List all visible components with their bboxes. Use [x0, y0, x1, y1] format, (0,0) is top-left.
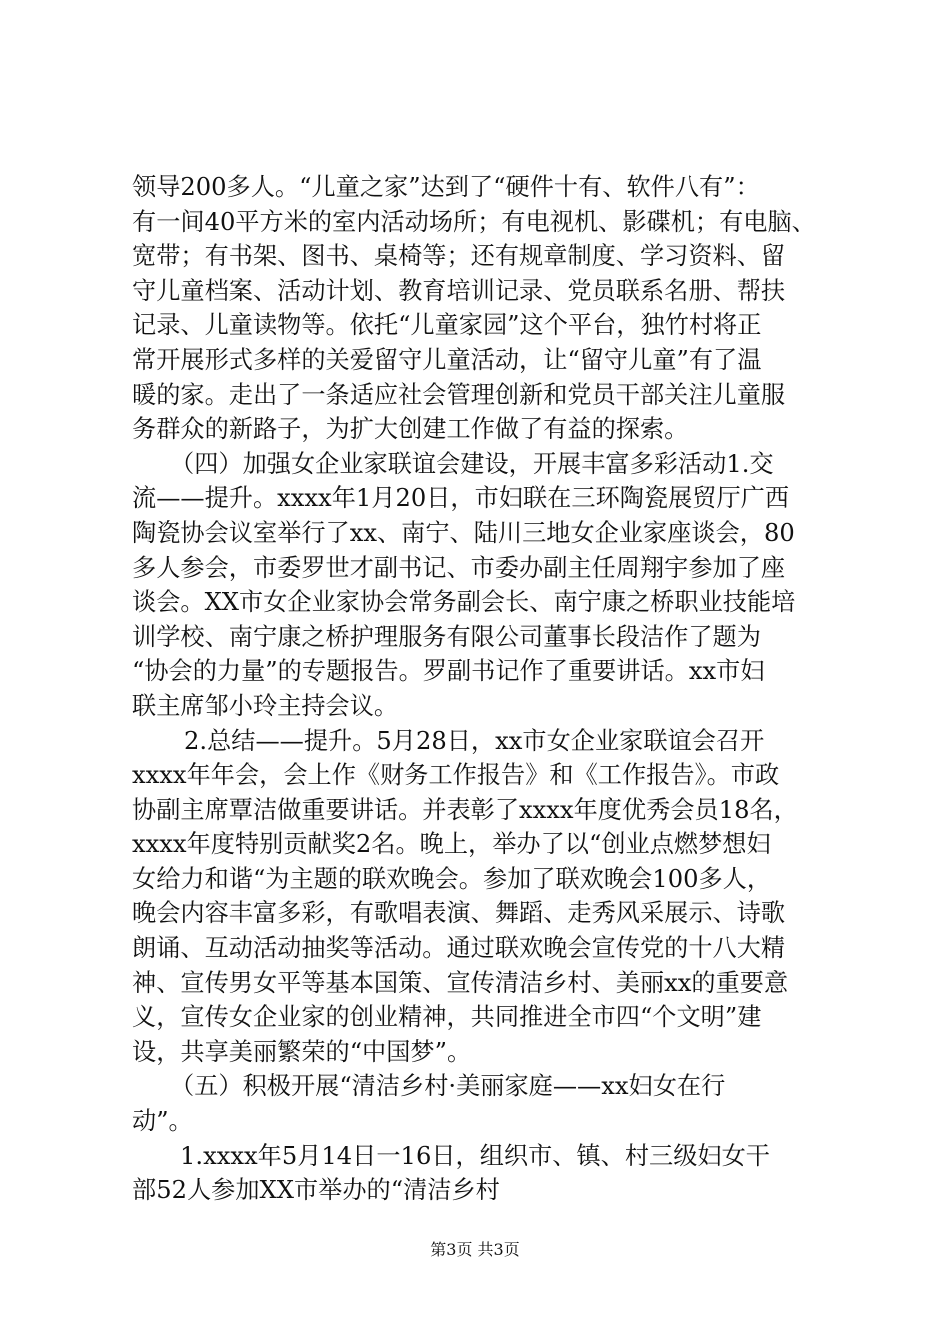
text-line: 训学校、南宁康之桥护理服务有限公司董事长段洁作了题为 — [132, 622, 761, 651]
text-line: 部52人参加XX市举办的“清洁乡村 — [132, 1176, 500, 1205]
page-footer: 第3页 共3页 — [430, 1240, 520, 1259]
paragraph-start-line: 1.xxxx年5月14日一16日，组织市、镇、村三级妇女干 — [180, 1141, 770, 1170]
text-line: 设，共享美丽繁荣的“中国梦”。 — [132, 1037, 472, 1066]
section-heading-line: （五）积极开展“清洁乡村·美丽家庭——xx妇女在行 — [170, 1072, 726, 1101]
paragraph-start-line: 2.总结——提升。5月28日，xx市女企业家联谊会召开 — [184, 726, 765, 755]
text-line: 陶瓷协会议室举行了xx、南宁、陆川三地女企业家座谈会，80 — [132, 518, 795, 547]
text-line: 协副主席覃洁做重要讲话。并表彰了xxxx年度优秀会员18名， — [132, 795, 798, 824]
text-line: 有一间40平方米的室内活动场所；有电视机、影碟机；有电脑、 — [132, 207, 816, 236]
text-line: “协会的力量”的专题报告。罗副书记作了重要讲话。xx市妇 — [132, 657, 765, 686]
text-line: 务群众的新路子，为扩大创建工作做了有益的探索。 — [132, 415, 689, 444]
text-line: 晚会内容丰富多彩，有歌唱表演、舞蹈、走秀风采展示、诗歌 — [132, 899, 786, 928]
text-line: 常开展形式多样的关爱留守儿童活动，让“留守儿童”有了温 — [132, 345, 762, 374]
text-line: 多人参会，市委罗世才副书记、市委办副主任周翔宇参加了座 — [132, 553, 786, 582]
text-line: 流——提升。xxxx年1月20日，市妇联在三环陶瓷展贸厅广西 — [132, 484, 790, 513]
text-line: 暖的家。走出了一条适应社会管理创新和党员干部关注儿童服 — [132, 380, 786, 409]
text-line: 联主席邹小玲主持会议。 — [132, 691, 399, 720]
text-line: 义，宣传女企业家的创业精神，共同推进全市四“个文明”建 — [132, 1003, 762, 1032]
document-body — [132, 170, 832, 1208]
text-line: 神、宣传男女平等基本国策、宣传清洁乡村、美丽xx的重要意 — [132, 968, 789, 997]
text-line: 朗诵、互动活动抽奖等活动。通过联欢晚会宣传党的十八大精 — [132, 934, 786, 963]
text-line: 守儿童档案、活动计划、教育培训记录、党员联系名册、帮扶 — [132, 276, 786, 305]
text-line: 宽带；有书架、图书、桌椅等；还有规章制度、学习资料、留 — [132, 242, 786, 271]
text-line: 谈会。XX市女企业家协会常务副会长、南宁康之桥职业技能培 — [132, 588, 796, 617]
text-line: 领导200多人。“儿童之家”达到了“硬件十有、软件八有”： — [132, 173, 760, 201]
text-line: 女给力和谐“为主题的联欢晚会。参加了联欢晚会100多人， — [132, 864, 772, 893]
text-line: xxxx年度特别贡献奖2名。晚上，举办了以“创业点燃梦想妇 — [132, 830, 771, 859]
text-line: 记录、儿童读物等。依托“儿童家园”这个平台，独竹村将正 — [132, 311, 762, 340]
section-heading-line: （四）加强女企业家联谊会建设，开展丰富多彩活动1.交 — [170, 449, 774, 478]
text-line: 动”。 — [132, 1107, 193, 1136]
text-line: xxxx年年会，会上作《财务工作报告》和《工作报告》。市政 — [132, 761, 780, 790]
